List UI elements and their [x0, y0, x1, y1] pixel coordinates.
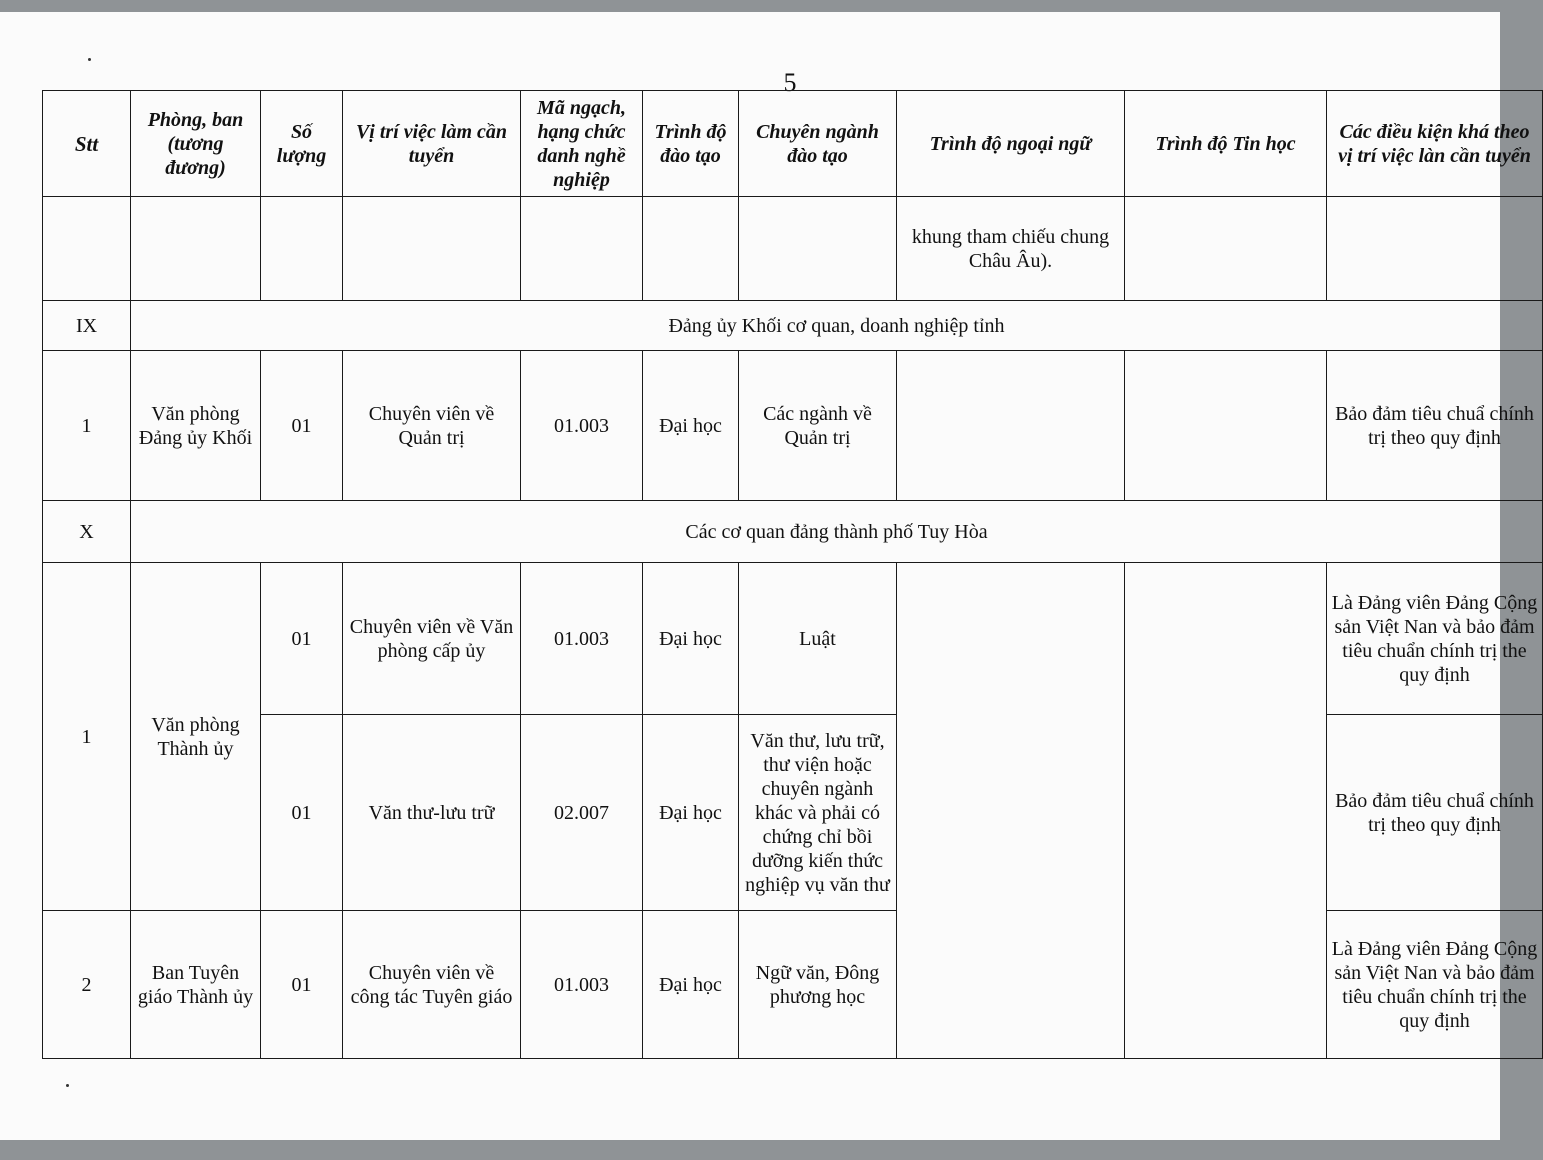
row-so-luong: 01 [261, 351, 343, 501]
unit1-stt: 1 [43, 563, 131, 911]
row-tin-hoc [1125, 351, 1327, 501]
table-row [43, 563, 1543, 715]
scan-speck [66, 1084, 69, 1087]
header-chuyen-nganh: Chuyên ngành đào tạo [739, 91, 897, 197]
row-chuyen-nganh: Ngữ văn, Đông phương học [739, 911, 897, 1059]
header-row [43, 91, 1543, 197]
section-x-title: Các cơ quan đảng thành phố Tuy Hòa [131, 501, 1543, 563]
row-vi-tri: Văn thư-lưu trữ [343, 715, 521, 911]
row-chuyen-nganh: Văn thư, lưu trữ, thư viện hoặc chuyên ngành khác và phải có chứng chỉ bồi dưỡng kiến thức nghiệp vụ văn thư [739, 715, 897, 911]
header-phong-ban: Phòng, ban (tương đương) [131, 91, 261, 197]
header-tin-hoc: Trình độ Tin học [1125, 91, 1327, 197]
row-dieu-kien: Là Đảng viên Đảng Cộng sản Việt Nan và bảo đảm tiêu chuẩn chính trị the quy định [1327, 563, 1543, 715]
row-phong-ban: Văn phòng Đảng ủy Khối [131, 351, 261, 501]
row-ma-ngach: 02.007 [521, 715, 643, 911]
row-vi-tri: Chuyên viên về Quản trị [343, 351, 521, 501]
row-ma-ngach: 01.003 [521, 351, 643, 501]
recruitment-table [42, 90, 1543, 1059]
section-x-ngoai-ngu [897, 563, 1125, 1059]
row-trinh-do: Đại học [643, 351, 739, 501]
row-dieu-kien: Bảo đảm tiêu chuẩ chính trị theo quy định [1327, 715, 1543, 911]
page-number: 5 [783, 68, 797, 97]
header-so-luong: Số lượng [261, 91, 343, 197]
row-stt: 1 [43, 351, 131, 501]
section-ix-title: Đảng ủy Khối cơ quan, doanh nghiệp tỉnh [131, 301, 1543, 351]
row-dieu-kien: Bảo đảm tiêu chuẩ chính trị theo quy định [1327, 351, 1543, 501]
unit1-phong-ban: Văn phòng Thành ủy [131, 563, 261, 911]
header-ma-ngach: Mã ngạch, hạng chức danh nghề nghiệp [521, 91, 643, 197]
section-ix-header [43, 301, 1543, 351]
row-so-luong: 01 [261, 911, 343, 1059]
row-chuyen-nganh: Các ngành về Quản trị [739, 351, 897, 501]
row-ngoai-ngu [897, 351, 1125, 501]
header-trinh-do-dao-tao: Trình độ đào tạo [643, 91, 739, 197]
continuation-ngoai-ngu: khung tham chiếu chung Châu Âu). [897, 197, 1125, 301]
row-ma-ngach: 01.003 [521, 563, 643, 715]
row-so-luong: 01 [261, 715, 343, 911]
section-x-header [43, 501, 1543, 563]
row-vi-tri: Chuyên viên về Văn phòng cấp ủy [343, 563, 521, 715]
document-page [0, 12, 1538, 1140]
table-row [43, 351, 1543, 501]
row-so-luong: 01 [261, 563, 343, 715]
section-ix-code: IX [43, 301, 131, 351]
row-chuyen-nganh: Luật [739, 563, 897, 715]
row-trinh-do: Đại học [643, 911, 739, 1059]
row-dieu-kien: Là Đảng viên Đảng Cộng sản Việt Nan và bảo đảm tiêu chuẩn chính trị the quy định [1327, 911, 1543, 1059]
scan-speck [88, 58, 91, 61]
unit2-phong-ban: Ban Tuyên giáo Thành ủy [131, 911, 261, 1059]
header-vi-tri: Vị trí việc làm cần tuyển [343, 91, 521, 197]
continuation-row [43, 197, 1543, 301]
row-trinh-do: Đại học [643, 715, 739, 911]
row-vi-tri: Chuyên viên về công tác Tuyên giáo [343, 911, 521, 1059]
section-x-code: X [43, 501, 131, 563]
row-trinh-do: Đại học [643, 563, 739, 715]
unit2-stt: 2 [43, 911, 131, 1059]
header-stt: Stt [43, 91, 131, 197]
header-ngoai-ngu: Trình độ ngoại ngữ [897, 91, 1125, 197]
header-dieu-kien: Các điều kiện khá theo vị trí việc làn cần tuyển [1327, 91, 1543, 197]
row-ma-ngach: 01.003 [521, 911, 643, 1059]
section-x-tin-hoc [1125, 563, 1327, 1059]
